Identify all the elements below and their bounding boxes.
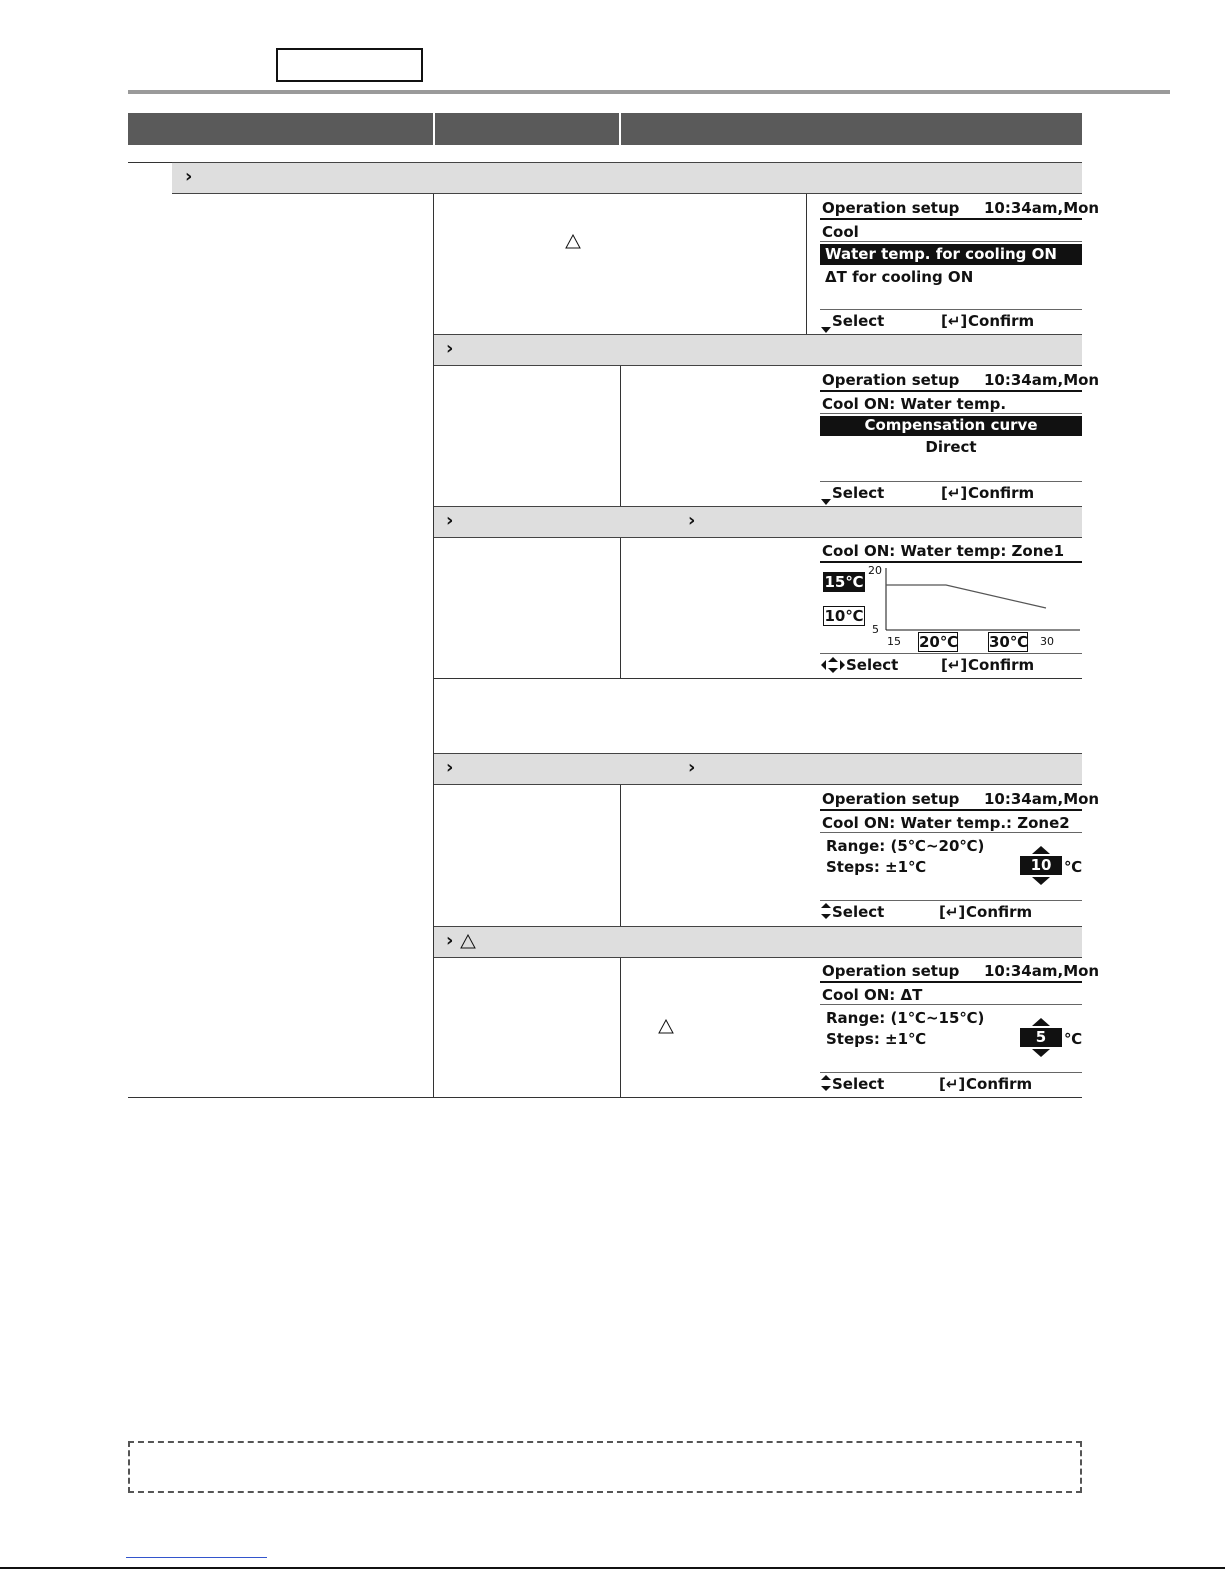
lcd-steps: Steps: ±1℃ — [826, 858, 927, 876]
y-axis-top-label: 20 — [868, 564, 882, 577]
lcd-menu-item[interactable]: ΔT for cooling ON — [825, 268, 974, 286]
increase-arrow-icon[interactable] — [1032, 846, 1050, 854]
lcd-selected-item[interactable]: Compensation curve — [820, 416, 1082, 436]
lcd-footer-confirm: Confirm — [968, 656, 1035, 674]
lcd-footer-select: Select — [832, 484, 885, 502]
section-band-main — [172, 162, 1082, 194]
y-high-value[interactable]: 15℃ — [824, 573, 864, 591]
section-band-2 — [434, 334, 1082, 366]
lcd-range: Range: (1℃~15℃) — [826, 1009, 985, 1027]
up-down-arrow-icon — [820, 902, 832, 924]
value-spinner[interactable]: 5 — [1020, 1028, 1062, 1047]
section-band-3 — [434, 506, 1082, 538]
column-header-1 — [128, 113, 433, 145]
lcd-screen-zone2-direct — [820, 787, 1100, 923]
compensation-curve-graph — [882, 566, 1082, 632]
lcd-subtitle: Cool ON: Water temp. — [822, 395, 1007, 413]
lcd-footer-confirm: Confirm — [966, 903, 1033, 921]
lcd-selected-item[interactable]: Water temp. for cooling ON — [820, 244, 1082, 265]
x-value-1[interactable]: 20℃ — [919, 633, 959, 651]
lcd-screen-delta-t — [820, 959, 1100, 1095]
enter-key-icon: [↵] — [939, 1075, 966, 1093]
enter-key-icon: [↵] — [941, 484, 968, 502]
lcd-title: Operation setup — [822, 371, 960, 389]
lcd-title: Operation setup — [822, 962, 960, 980]
lcd-screen-water-temp — [820, 368, 1100, 504]
lcd-time: 10:34am,Mon — [984, 790, 1100, 808]
chevron-right-icon: › — [446, 338, 454, 359]
chevron-right-icon: › — [688, 510, 696, 531]
triangle-outline-icon — [658, 1019, 674, 1038]
decrease-arrow-icon[interactable] — [1032, 877, 1050, 885]
lcd-steps: Steps: ±1℃ — [826, 1030, 927, 1048]
column-divider-row1 — [806, 194, 807, 334]
lcd-time: 10:34am,Mon — [984, 199, 1100, 217]
lcd-footer-confirm: Confirm — [968, 484, 1035, 502]
lcd-title: Operation setup — [822, 790, 960, 808]
down-arrow-icon — [820, 320, 832, 338]
table-bottom-rule — [128, 1097, 1082, 1098]
column-divider-1 — [433, 194, 434, 1098]
footer-rule — [0, 1567, 1225, 1569]
header-rule — [128, 90, 1170, 94]
triangle-outline-icon — [460, 934, 476, 953]
lcd-footer-select: Select — [846, 656, 899, 674]
lcd-subtitle: Cool — [822, 223, 859, 241]
column-divider-row4 — [620, 785, 621, 926]
enter-key-icon: [↵] — [941, 656, 968, 674]
x-value-2[interactable]: 30℃ — [989, 633, 1029, 651]
unit-label: ℃ — [1064, 1030, 1083, 1048]
decrease-arrow-icon[interactable] — [1032, 1049, 1050, 1057]
lcd-screen-operation-setup — [820, 196, 1100, 332]
column-divider-row5 — [620, 958, 621, 1098]
unit-label: ℃ — [1064, 858, 1083, 876]
chevron-right-icon: › — [688, 757, 696, 778]
lcd-screen-zone1-curve — [820, 540, 1082, 676]
x-axis-right-label: 30 — [1040, 635, 1054, 648]
lcd-menu-item[interactable]: Direct — [925, 438, 977, 456]
column-header-2 — [435, 113, 619, 145]
up-down-arrow-icon — [820, 1074, 832, 1096]
lcd-footer-confirm: Confirm — [968, 312, 1035, 330]
column-divider-row3 — [620, 538, 621, 678]
lcd-time: 10:34am,Mon — [984, 371, 1100, 389]
four-way-arrow-icon — [820, 656, 846, 678]
lcd-footer-select: Select — [832, 903, 885, 921]
enter-key-icon: [↵] — [941, 312, 968, 330]
lcd-footer-select: Select — [832, 1075, 885, 1093]
chevron-right-icon: › — [446, 510, 454, 531]
increase-arrow-icon[interactable] — [1032, 1018, 1050, 1026]
note-box — [128, 1441, 1082, 1493]
lcd-range: Range: (5℃~20℃) — [826, 837, 985, 855]
row-rule-3 — [434, 678, 1082, 679]
x-axis-left-label: 15 — [887, 635, 901, 648]
chevron-right-icon: › — [446, 757, 454, 778]
triangle-outline-icon — [565, 234, 581, 253]
lcd-time: 10:34am,Mon — [984, 962, 1100, 980]
lcd-subtitle: Cool ON: ΔT — [822, 986, 923, 1004]
lcd-footer-select: Select — [832, 312, 885, 330]
lcd-subtitle: Cool ON: Water temp.: Zone2 — [822, 814, 1070, 832]
header-label-box — [276, 48, 423, 82]
footer-link[interactable] — [126, 1557, 267, 1558]
section-band-4 — [434, 753, 1082, 785]
chevron-right-icon: › — [446, 930, 454, 951]
down-arrow-icon — [820, 492, 832, 510]
y-low-value[interactable]: 10℃ — [824, 607, 864, 625]
column-header-3 — [621, 113, 1082, 145]
lcd-footer-confirm: Confirm — [966, 1075, 1033, 1093]
enter-key-icon: [↵] — [939, 903, 966, 921]
section-band-5 — [434, 926, 1082, 958]
lcd-title: Operation setup — [822, 199, 960, 217]
value-spinner[interactable]: 10 — [1020, 856, 1062, 875]
column-divider-row2 — [620, 366, 621, 506]
y-axis-bottom-label: 5 — [872, 623, 879, 636]
chevron-right-icon: › — [185, 166, 193, 187]
lcd-subtitle: Cool ON: Water temp: Zone1 — [822, 542, 1065, 560]
